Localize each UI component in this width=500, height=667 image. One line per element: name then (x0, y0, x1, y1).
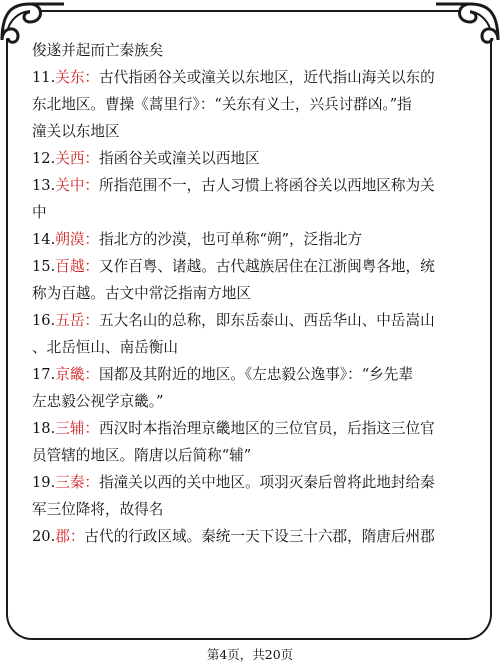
entry-text: 所指范围不一，古人习惯上将函谷关以西地区称为关 (99, 177, 435, 194)
list-item (32, 253, 472, 307)
entry-number: 12. (32, 150, 56, 167)
entry-term: 关西： (55, 150, 100, 167)
entry-continuation-line (32, 388, 472, 415)
entry-first-line (32, 469, 472, 496)
list-item (32, 523, 472, 550)
entry-text: 指函谷关或潼关以西地区 (99, 150, 260, 167)
entry-number: 20. (32, 528, 56, 545)
entry-text: 左忠毅公视学京畿。” (32, 393, 164, 410)
entry-text: 中 (32, 204, 47, 221)
entry-continuation-line (32, 442, 472, 469)
entry-text: 古代的行政区域。秦统一天下设三十六郡，隋唐后州郡 (84, 528, 435, 545)
list-item (32, 226, 472, 253)
entry-first-line (32, 523, 472, 550)
entry-number: 13. (32, 177, 56, 194)
entry-text: 古代指函谷关或潼关以东地区，近代指山海关以东的 (99, 69, 435, 86)
entry-term: 京畿： (55, 366, 100, 383)
entry-first-line (32, 64, 472, 91)
list-item (32, 469, 472, 523)
entry-number: 19. (32, 474, 56, 491)
entry-number: 15. (32, 258, 56, 275)
entry-first-line (32, 145, 472, 172)
entry-first-line (32, 361, 472, 388)
entry-number: 18. (32, 420, 56, 437)
list-item (32, 64, 472, 145)
entry-text: 指潼关以西的关中地区。项羽灭秦后曾将此地封给秦 (99, 474, 435, 491)
page-footer: 第4页，共20页 (206, 647, 294, 662)
entry-first-line (32, 307, 472, 334)
entry-first-line (32, 172, 472, 199)
entry-term: 三秦： (55, 474, 100, 491)
entry-text: 指北方的沙漠，也可单称“朔”，泛指北方 (99, 231, 363, 248)
entry-continuation-line (32, 199, 472, 226)
entry-text: 东北地区。曹操《蒿里行》：“关东有义士，兴兵讨群凶。”指 (32, 96, 412, 113)
entry-first-line (32, 226, 472, 253)
entry-first-line (32, 253, 472, 280)
entry-term: 关中： (55, 177, 100, 194)
entry-text: 称为百越。古文中常泛指南方地区 (32, 285, 251, 302)
entry-continuation-line (32, 334, 472, 361)
document-body (32, 37, 472, 550)
entry-text: 员管辖的地区。隋唐以后简称“辅” (32, 447, 252, 464)
entry-number: 11. (32, 69, 56, 86)
entry-first-line (32, 415, 472, 442)
entry-continuation-line (32, 91, 472, 118)
entry-number: 16. (32, 312, 56, 329)
entry-continuation-line (32, 118, 472, 145)
entry-term: 关东： (55, 69, 100, 86)
list-item (32, 307, 472, 361)
entry-text: 五大名山的总称，即东岳泰山、西岳华山、中岳嵩山 (99, 312, 435, 329)
entry-continuation-line (32, 496, 472, 523)
entry-number: 17. (32, 366, 56, 383)
entry-list (32, 64, 472, 550)
entry-text: 、北岳恒山、南岳衡山 (32, 339, 178, 356)
entry-text: 军三位降将，故得名 (32, 501, 164, 518)
list-item (32, 415, 472, 469)
entry-text: 又作百粤、诸越。古代越族居住在江浙闽粤各地，统 (99, 258, 435, 275)
entry-number: 14. (32, 231, 56, 248)
entry-text: 国都及其附近的地区。《左忠毅公逸事》：“乡先辈 (99, 366, 413, 383)
entry-term: 三辅： (55, 420, 100, 437)
list-item (32, 172, 472, 226)
entry-continuation-line (32, 280, 472, 307)
entry-term: 百越： (55, 258, 100, 275)
entry-term: 五岳： (55, 312, 100, 329)
entry-term: 朔漠： (55, 231, 100, 248)
list-item (32, 145, 472, 172)
list-item (32, 361, 472, 415)
entry-term: 郡： (55, 528, 85, 545)
entry-text: 潼关以东地区 (32, 123, 120, 140)
intro-line: 俊遂并起而亡秦族矣 (32, 42, 164, 59)
entry-text: 西汉时本指治理京畿地区的三位官员，后指这三位官 (99, 420, 435, 437)
